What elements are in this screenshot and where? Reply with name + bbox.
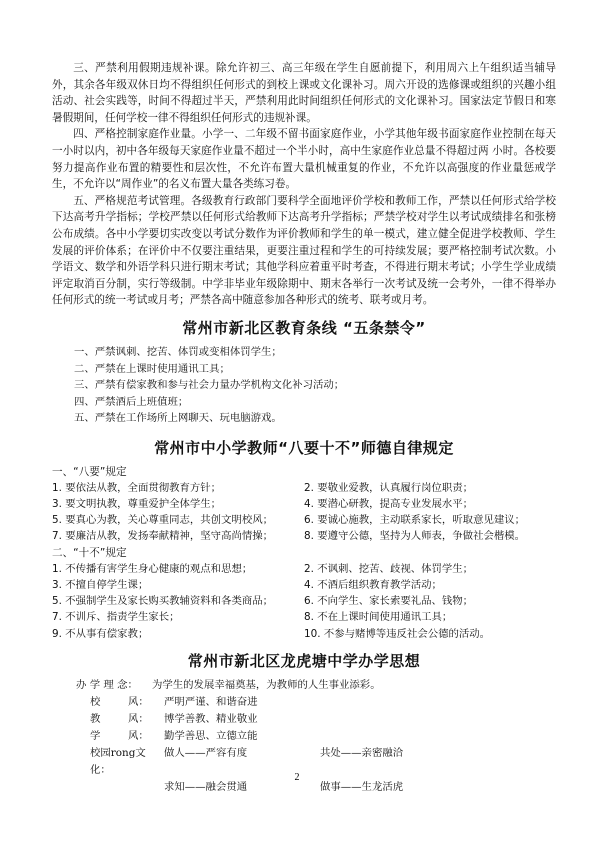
list-item: 4. 不酒后组织教育教学活动； (304, 578, 442, 591)
list-item: 6. 要诚心施教，主动联系家长，听取意见建议； (304, 514, 526, 527)
list-item: 2. 要敬业爱教，认真履行岗位职责； (304, 481, 474, 494)
study-style-row (76, 728, 556, 745)
eight-musts-heading: 一、“八要”规定 (52, 465, 127, 478)
list-item: 1. 不传播有害学生身心健康的观点和思想； (52, 562, 253, 575)
rule-paragraph-5: 五、严格规范考试管理。各级教育行政部门要科学全面地评价学校和教师工作，严禁以任何形式给学校下达高考升学指标；学校严禁以任何形式给教师下达高考升学指标；严禁学校对学生以考试成绩排名和张榜公布成绩。各中小学要切实改变以考试分数作为评价教师和学生的单一模式，建立健全促进学校教师、学生发展的评价体系；在评价中不仅要注重结果，更要注重过程和学生的可持续发展；要严格控制考试次数。小学语文、数学和外语学科只进行期末考试；其他学科应着重平时考查，不得进行期末考试；小学生学业成绩评定取消百分制，实行等级制。中学非毕业年级除期中、期末各举行一次考试及统一会考外，一律不得举办任何形式的统一考试或月考；严禁各高中随意参加各种形式的统考、联考或月考。 (52, 194, 556, 307)
teaching-style-row (76, 711, 556, 728)
teaching-style-label-b: 风： (128, 712, 149, 725)
school-style-row (76, 694, 556, 711)
philosophy-label: 办 学 理 念： (76, 678, 138, 691)
list-item: 二、严禁在上课时使用通讯工具； (74, 362, 230, 375)
list-item: 五、严禁在工作场所上网聊天、玩电脑游戏。 (74, 412, 282, 425)
school-style-value: 严明严谨、和谐奋进 (164, 695, 258, 708)
school-philosophy-title: 常州市新北区龙虎塘中学办学思想 (187, 651, 421, 670)
list-item: 7. 不训斥、指责学生家长； (52, 611, 180, 624)
study-style-label-a: 学 (90, 729, 101, 742)
eight-musts-grid (52, 480, 556, 545)
list-item: 9. 不从事有偿家教； (52, 627, 149, 640)
list-item: 2. 不讽刺、挖苦、歧视、体罚学生； (304, 562, 474, 575)
teaching-style-label-a: 教 (90, 712, 101, 725)
teaching-style-value: 博学善教、精业敬业 (164, 712, 258, 725)
ten-nots-grid (52, 561, 556, 642)
list-item: 8. 要遵守公德，坚持为人师表，争做社会楷模。 (304, 530, 526, 543)
rule-paragraph-3: 三、严禁利用假期违规补课。除允许初三、高三年级在学生自愿前提下，利用周六上午组织适当辅导外，其余各年级双休日均不得组织任何形式的到校上课或文化课补习。周六开设的选修课或组织的兴趣小组活动、社会实践等，时间不得超过半天，严禁利用此时间组织任何形式的文化课补习。国家法定节假日和寒暑假期间，任何学校一律不得组织任何形式的违规补课。 (52, 62, 556, 124)
culture-item: 共处——亲密融洽 (320, 746, 404, 759)
rule-paragraph-4: 四、严格控制家庭作业量。小学一、二年级不留书面家庭作业，小学其他年级书面家庭作业控制在每天一小时以内，初中各年级每天家庭作业量不超过一个半小时，高中生家庭作业总量不得超过两 小时。各校要努力提高作业布置的精要性和层次性，不允许布置大量机械重复的作业，不允许以高强度的作业量惩戒学生，不允许以“周作业”的名义布置大量各类练习卷。 (52, 128, 556, 191)
culture-label: 校园rong文化： (90, 746, 146, 776)
five-prohibitions-list (52, 344, 556, 427)
school-style-label-b: 风： (128, 695, 149, 708)
list-item: 三、严禁有偿家教和参与社会力量办学机构文化补习活动； (74, 379, 345, 392)
ten-nots-heading: 二、“十不”规定 (52, 546, 127, 559)
page-number: 2 (294, 772, 300, 783)
culture-item: 做人——严容有度 (164, 746, 248, 759)
five-prohibitions-title: 常州市新北区教育条线 “五条禁令” (182, 318, 426, 337)
list-item: 5. 不强制学生及家长购买教辅资料和各类商品； (52, 595, 274, 608)
culture-item: 做事——生龙活虎 (320, 780, 404, 793)
philosophy-row (76, 677, 556, 694)
list-item: 一、严禁讽刺、挖苦、体罚或变相体罚学生； (74, 345, 282, 358)
study-style-label-b: 风： (128, 729, 149, 742)
philosophy-value: 为学生的发展幸福奠基，为教师的人生事业添彩。 (152, 678, 381, 691)
list-item: 3. 不擅自停学生课； (52, 578, 149, 591)
culture-item: 求知——融会贯通 (164, 780, 248, 793)
list-item: 10. 不参与赌博等违反社会公德的活动。 (304, 627, 491, 640)
list-item: 1. 要依法从教，全面贯彻教育方针； (52, 481, 222, 494)
school-style-label-a: 校 (90, 695, 101, 708)
teacher-ethics-title: 常州市中小学教师“八要十不”师德自律规定 (154, 438, 454, 457)
study-style-value: 勤学善思、立德立能 (164, 729, 258, 742)
list-item: 6. 不向学生、家长索要礼品、钱物； (304, 595, 474, 608)
list-item: 5. 要真心为教，关心尊重同志，共创文明校风； (52, 514, 274, 527)
list-item: 3. 要文明执教，尊重爱护全体学生； (52, 498, 222, 511)
list-item: 四、严禁酒后上班值班； (74, 395, 189, 408)
list-item: 8. 不在上课时间使用通讯工具； (304, 611, 453, 624)
list-item: 7. 要廉洁从教，发扬奉献精神，坚守高尚情操； (52, 530, 274, 543)
list-item: 4. 要潜心研教，提高专业发展水平； (304, 498, 474, 511)
